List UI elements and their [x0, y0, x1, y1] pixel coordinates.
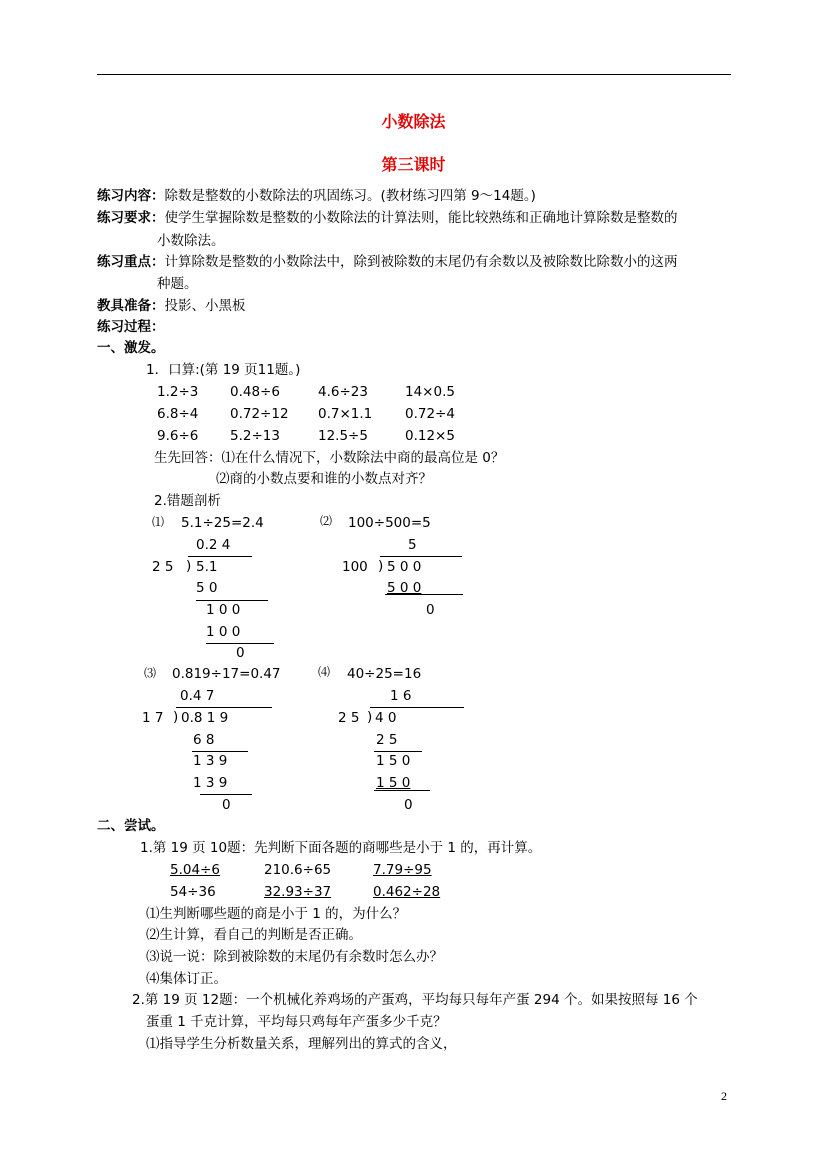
quotient: 0.4 7 [180, 688, 215, 704]
step-product: 5 0 [196, 580, 218, 596]
oral-cell: 6.8÷4 [157, 406, 199, 422]
step-bar [196, 600, 268, 601]
step-1: ⑴生判断哪些题的商是小于 1 的，为什么？ [146, 906, 407, 922]
oral-cell: 9.6÷6 [157, 428, 199, 444]
step-product: 1 5 0 [376, 775, 411, 791]
oral-cell: 0.72÷4 [405, 406, 455, 422]
problem-equation: 100÷500=5 [348, 515, 431, 531]
step-product: 5 0 0 [387, 580, 422, 596]
dividend: 5.1 [196, 559, 218, 575]
problem-number: ⑷ [318, 665, 331, 679]
quotient: 0.2 4 [196, 537, 231, 553]
oral-cell: 0.12×5 [405, 428, 455, 444]
problem-number: ⑴ [152, 515, 165, 529]
problem-number: ⑵ [320, 514, 333, 528]
division-bracket: ) [186, 558, 192, 574]
requirement-line-2: 小数除法。 [157, 233, 225, 249]
exercise-cell: 210.6÷65 [264, 862, 332, 878]
step-bar [374, 751, 422, 752]
divisor: 2 5 [152, 559, 174, 575]
step-bar [192, 751, 248, 752]
step-bar [374, 790, 430, 791]
step-product: 1 0 0 [206, 624, 241, 640]
exercise-cell: 54÷36 [170, 884, 216, 900]
page-title: 小数除法 [381, 112, 446, 131]
step-product: 6 8 [193, 732, 215, 748]
division-bar [188, 556, 252, 557]
step-bar [200, 794, 252, 795]
oral-cell: 1.2÷3 [157, 384, 199, 400]
page-number: 2 [721, 1089, 727, 1103]
final-remainder: 0 [404, 797, 413, 813]
question-1: 生先回答：⑴在什么情况下，小数除法中商的最高位是 0？ [154, 450, 505, 466]
step-remainder: 1 5 0 [376, 753, 411, 769]
step-2: ⑵生计算，看自己的判断是否正确。 [146, 927, 362, 943]
quotient: 1 6 [390, 688, 412, 704]
focus-line-2: 种题。 [157, 276, 198, 292]
process-label: 练习过程： [97, 319, 165, 335]
oral-cell: 0.72÷12 [230, 406, 289, 422]
page-subtitle: 第三课时 [381, 155, 446, 174]
final-remainder: 0 [236, 645, 245, 661]
exercise-cell: 5.04÷6 [170, 862, 220, 878]
exercise-cell: 0.462÷28 [373, 884, 441, 900]
exercise-1: 1.第 19 页 10题：先判断下面各题的商哪些是小于 1 的，再计算。 [140, 840, 542, 856]
step-product: 2 5 [376, 732, 398, 748]
dividend: 0.8 1 9 [181, 710, 229, 726]
division-bar [380, 556, 462, 557]
division-bracket: ) [378, 558, 384, 574]
exercise-cell: 32.93÷37 [264, 884, 332, 900]
division-bracket: ) [367, 709, 373, 725]
problem-equation: 40÷25=16 [347, 666, 422, 682]
step-4: ⑷集体订正。 [146, 971, 227, 987]
requirement-line: 练习要求：使学生掌握除数是整数的小数除法的计算法则，能比较熟练和正确地计算除数是整数的 [97, 210, 678, 226]
error-analysis-title: 2.错题剖析 [154, 493, 221, 509]
division-bar [176, 707, 272, 708]
oral-cell: 0.48÷6 [230, 384, 280, 400]
dividend: 4 0 [375, 710, 397, 726]
section1-heading: 一、激发。 [97, 340, 165, 356]
division-bracket: ) [173, 709, 179, 725]
oral-cell: 14×0.5 [405, 384, 455, 400]
step-bar [385, 594, 463, 595]
oral-cell: 4.6÷23 [318, 384, 368, 400]
exercise-cell: 7.79÷95 [373, 862, 432, 878]
tools-line: 教具准备：投影、小黑板 [97, 298, 246, 314]
step-remainder: 1 0 0 [206, 602, 241, 618]
final-remainder: 0 [222, 797, 231, 813]
divisor: 2 5 [338, 710, 360, 726]
exercise-2-cont: 蛋重 1 千克计算，平均每只鸡每年产蛋多少千克？ [146, 1014, 447, 1030]
oral-cell: 12.5÷5 [318, 428, 368, 444]
final-remainder: 0 [426, 602, 435, 618]
question-2: ⑵商的小数点要和谁的小数点对齐？ [216, 471, 432, 487]
step-bar [206, 643, 274, 644]
quotient: 5 [408, 537, 417, 553]
header-rule [97, 74, 731, 75]
divisor: 100 [342, 559, 368, 575]
divisor: 1 7 [142, 710, 164, 726]
problem-number: ⑶ [144, 666, 157, 680]
oral-cell: 5.2÷13 [230, 428, 280, 444]
section2-heading: 二、尝试。 [97, 818, 165, 834]
division-bar [370, 707, 464, 708]
problem-equation: 5.1÷25=2.4 [181, 515, 264, 531]
step-remainder: 1 3 9 [193, 753, 228, 769]
oral-cell: 0.7×1.1 [318, 406, 373, 422]
content-line: 练习内容：除数是整数的小数除法的巩固练习。(教材练习四第 9～14题。) [97, 188, 536, 204]
exercise-2: 2.第 19 页 12题：一个机械化养鸡场的产蛋鸡，平均每只每年产蛋 294 个。如果按照每 16 个 [132, 992, 698, 1008]
dividend: 5 0 0 [387, 559, 422, 575]
oral-calc-title: 1．口算:(第 19 页11题。) [146, 362, 301, 378]
exercise-2-guide: ⑴指导学生分析数量关系，理解列出的算式的含义， [146, 1036, 457, 1052]
problem-equation: 0.819÷17=0.47 [172, 666, 281, 682]
step-3: ⑶说一说：除到被除数的末尾仍有余数时怎么办？ [146, 949, 443, 965]
focus-line: 练习重点：计算除数是整数的小数除法中，除到被除数的末尾仍有余数以及被除数比除数小的这两 [97, 254, 678, 270]
step-product: 1 3 9 [193, 775, 228, 791]
